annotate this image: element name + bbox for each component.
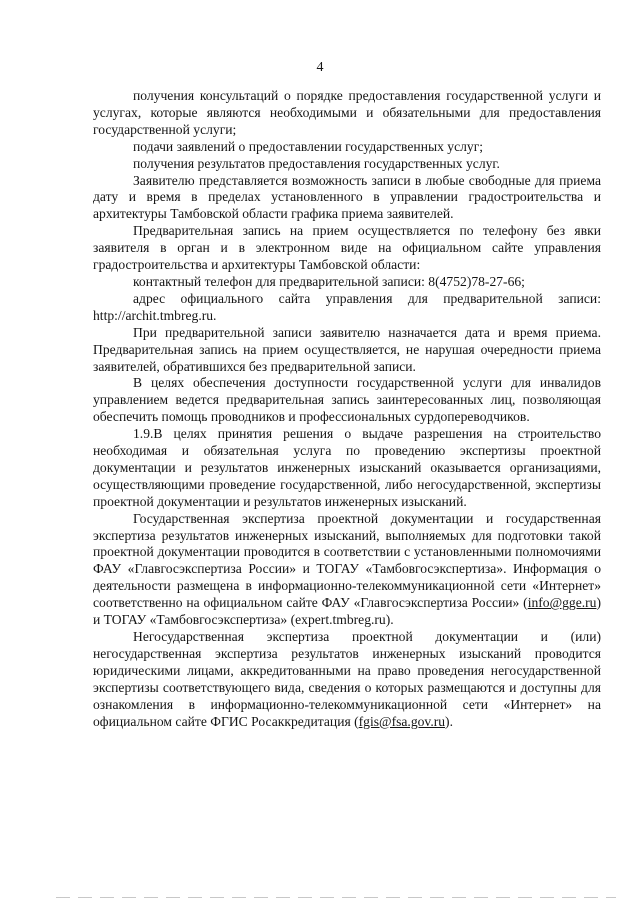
gge-email-link[interactable]: info@gge.ru [527, 595, 597, 611]
state-expertise-text: Государственная экспертиза проектной документации и государственная экспертиза результатов инженерных изысканий, выполняемых для подготовки такой проектной документации проводится в соответствии с установленными полномочиями ФАУ «Главгосэкспертиза России» и ТОГАУ «Тамбовгосэкспертиза». Информация о деятельности размещена в информационно-телекоммуникационной сети «Интернет» соответственно на официальном сайте ФАУ «Главгосэкспертиза России» ( [93, 510, 601, 611]
non-state-expertise-text-end: ). [445, 713, 453, 729]
state-expertise-text-end: ) и ТОГАУ «Тамбовгосэкспертиза» (expert.tmbreg.ru). [93, 595, 601, 628]
paragraph-contact-phone: контактный телефон для предварительной записи: 8(4752)78-27-66; [133, 273, 525, 289]
fgis-email-link[interactable]: fgis@fsa.gov.ru [358, 713, 446, 729]
page-bottom-artifact [56, 897, 616, 898]
paragraph-preliminary-booking: Предварительная запись на прием осуществляется по телефону без явки заявителя в орган и в электронном виде на официальном сайте управления градостроительства и архитектуры Тамбовской области: [93, 223, 601, 273]
paragraph-accessibility: В целях обеспечения доступности государственной услуги для инвалидов управлением ведется предварительная запись заинтересованных лиц, позволяющая обеспечить помощь проводников и профессиональных сурдопереводчиков. [93, 375, 601, 425]
paragraph-appointment-assignment: При предварительной записи заявителю назначается дата и время приема. Предварительная запись на прием осуществляется, не нарушая очередности приема заявителей, обратившихся без предварительной записи. [93, 324, 601, 374]
paragraph-applications: подачи заявлений о предоставлении государственных услуг; [133, 138, 484, 154]
paragraph-appointment-option: Заявителю представляется возможность записи в любые свободные для приема дату и время в пределах установленного в управлении градостроительства и архитектуры Тамбовской области графика приема заявителей. [93, 172, 601, 222]
non-state-expertise-text: Негосударственная экспертиза проектной документации и (или) негосударственная экспертиза результатов инженерных изысканий проводится юридическими лицами, аккредитованными на право проведения негосударственной экспертизы соответствующего вида, сведения о которых размещаются и доступны для ознакомления в информационно-телекоммуникационной сети «Интернет» на официальном сайте ФГИС Росаккредитация ( [93, 629, 601, 729]
paragraph-non-state-expertise [93, 629, 601, 730]
page-number: 4 [316, 60, 324, 75]
paragraph-state-expertise [93, 511, 601, 629]
paragraph-consultations: получения консультаций о порядке предоставления государственной услуги и услугах, которые являются необходимыми и обязательными для предоставления государственной услуги; [93, 88, 601, 137]
paragraph-results: получения результатов предоставления государственных услуг. [133, 155, 500, 171]
paragraph-website-address: адрес официального сайта управления для предварительной записи: http://archit.tmbreg.ru. [93, 290, 601, 323]
paragraph-section-1-9: 1.9.В целях принятия решения о выдаче разрешения на строительство необходимая и обязательная услуга по проведению экспертизы проектной документации и результатов инженерных изысканий оказывается организациями, осуществляющими проведение государственной, либо негосударственной, экспертизы проектной документации и результатов инженерных изысканий. [93, 426, 601, 509]
document-body [93, 88, 601, 730]
